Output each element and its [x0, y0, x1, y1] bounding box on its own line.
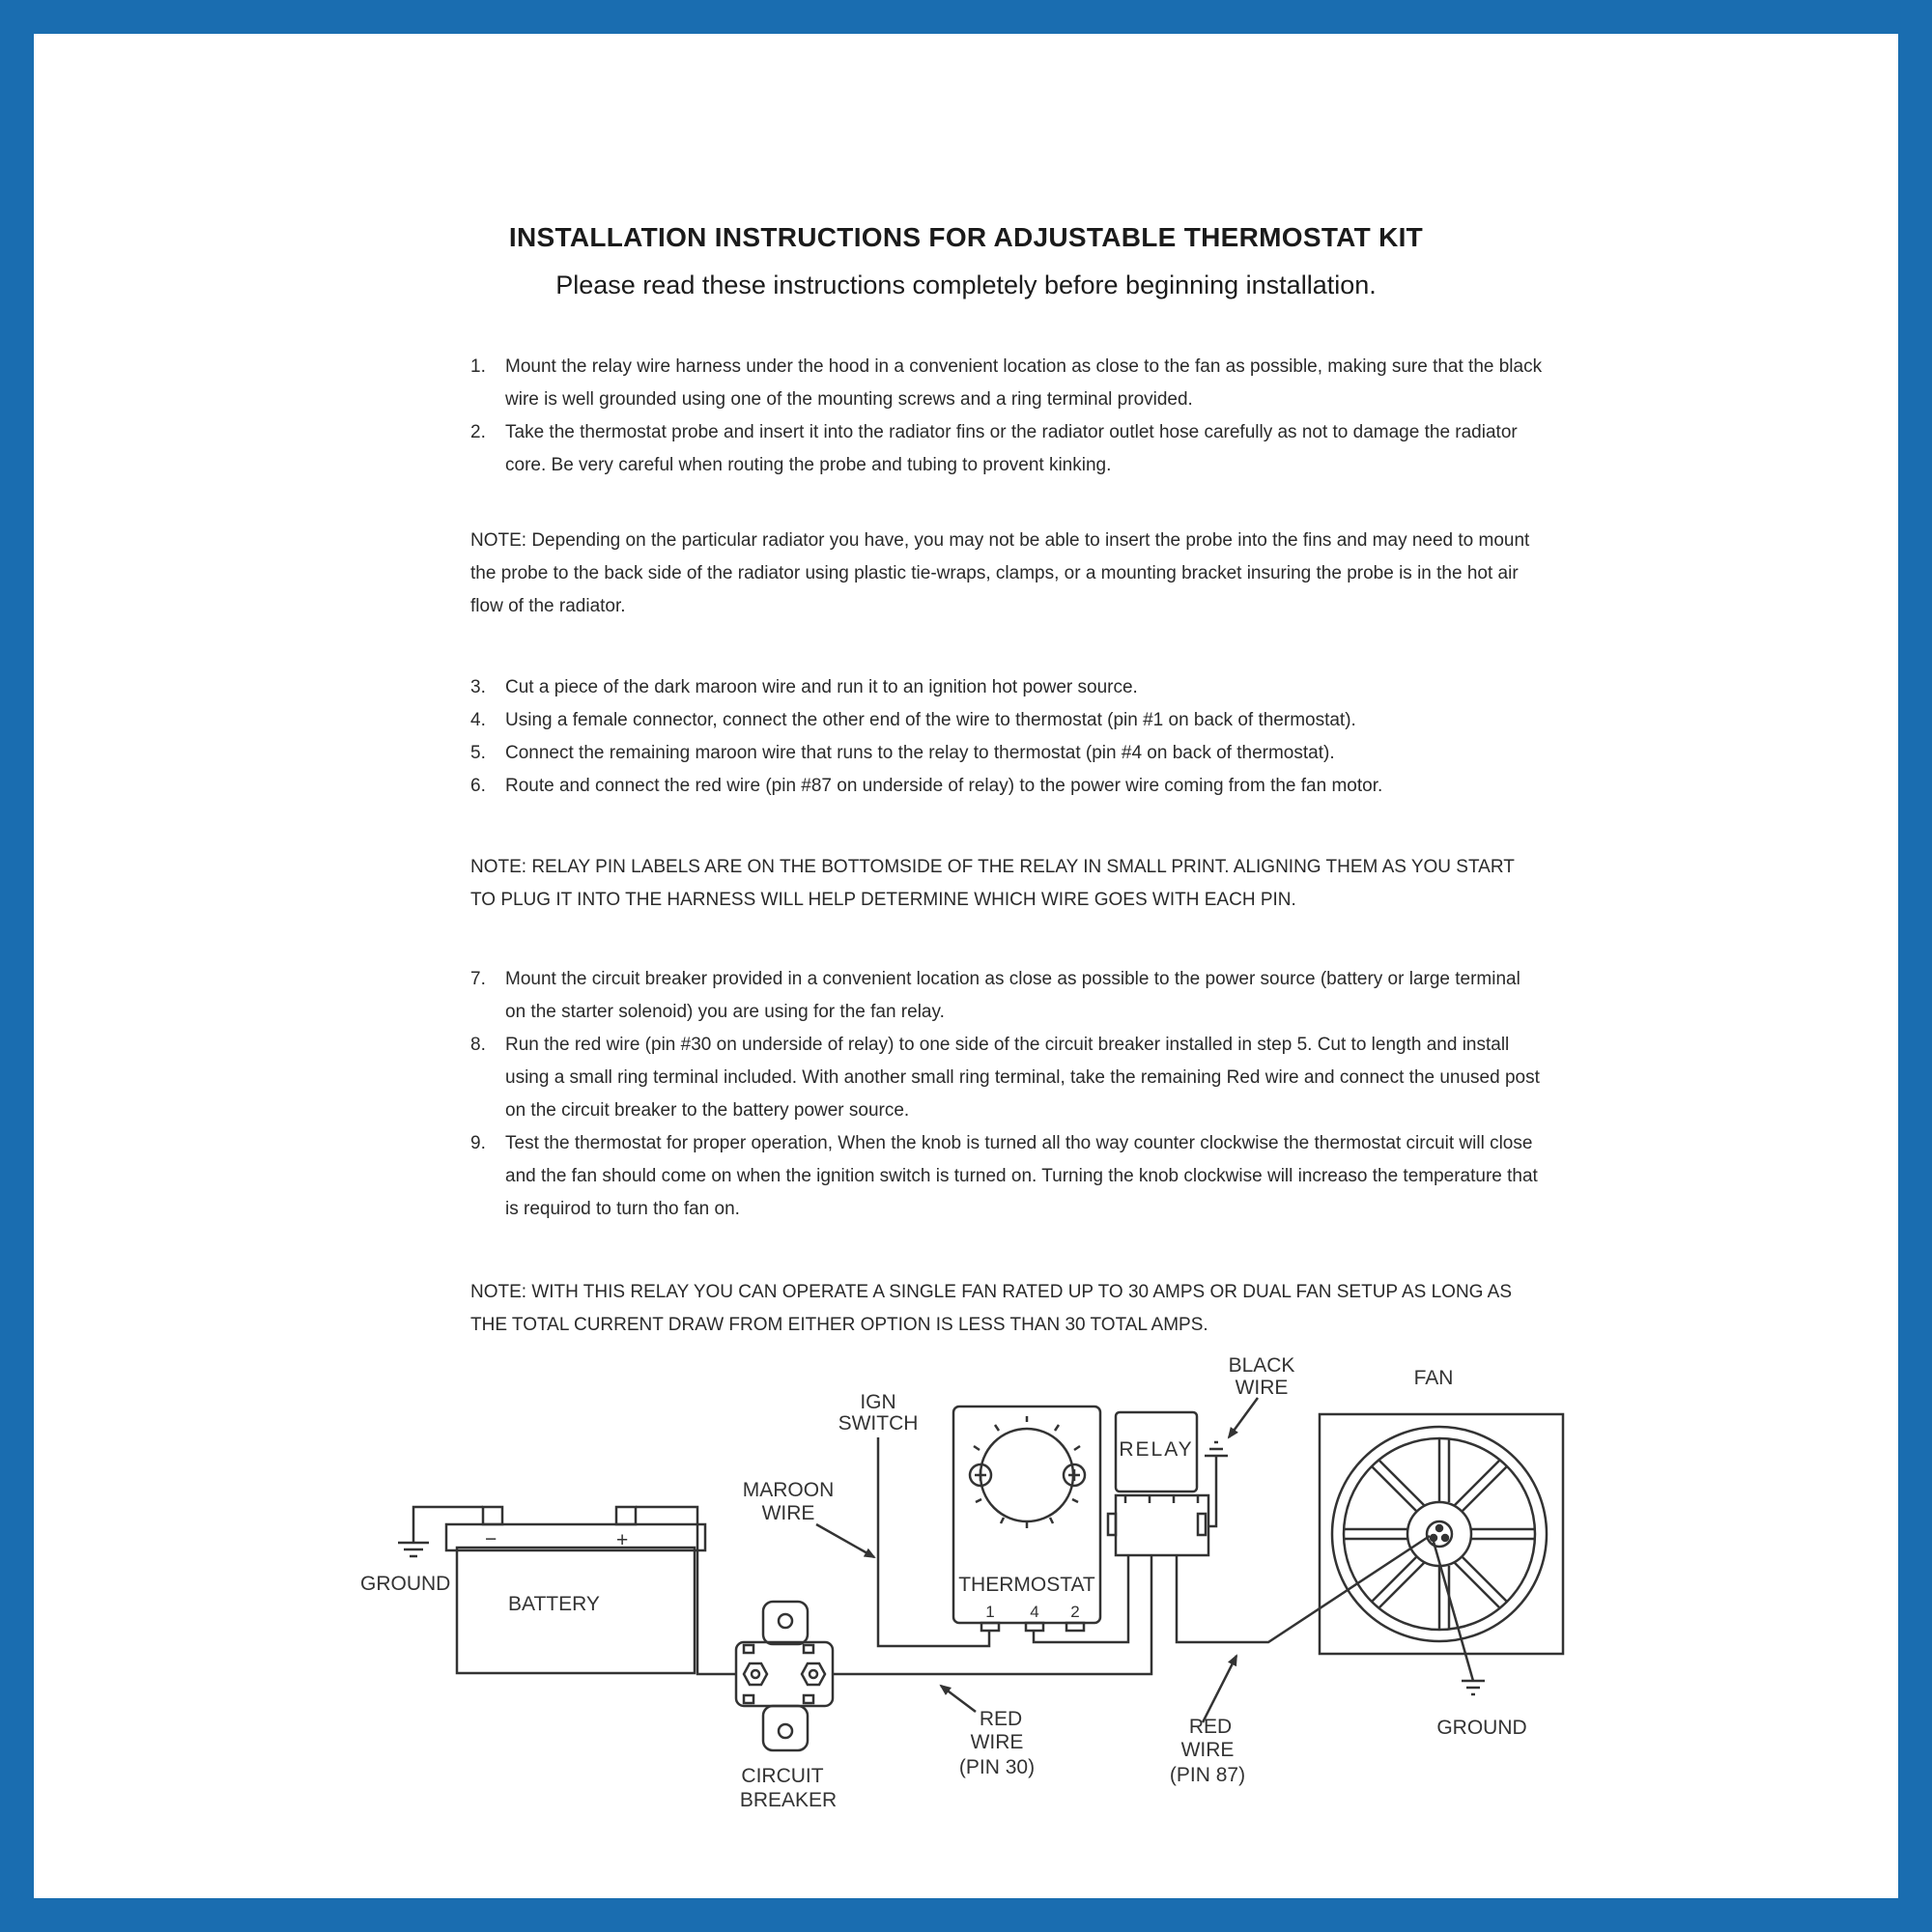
- red-wire-30-label-line2: WIRE: [970, 1731, 1024, 1753]
- step-text: Using a female connector, connect the other end of the wire to thermostat (pin #1 on back of thermostat).: [505, 710, 1356, 730]
- battery-positive-wire: [636, 1507, 736, 1674]
- thermostat-pin2-label: 2: [1070, 1603, 1080, 1621]
- red-wire-30-label-line1: RED: [979, 1708, 1023, 1730]
- maroon-wire-label-line1: MAROON: [742, 1479, 835, 1501]
- black-wire-label-line1: BLACK: [1228, 1354, 1295, 1377]
- maroon-wire-arrow: [816, 1524, 874, 1557]
- thermostat-right-screw: [1064, 1464, 1085, 1486]
- red-wire-87-label-line1: RED: [1188, 1716, 1233, 1738]
- fan-frame: [1320, 1414, 1563, 1654]
- maroon-wire-label-line2: WIRE: [761, 1502, 815, 1524]
- ground-right-symbol: [1462, 1681, 1485, 1694]
- step-number: 9.: [470, 1133, 486, 1153]
- fan-label: FAN: [1413, 1367, 1454, 1389]
- step-text: Connect the remaining maroon wire that runs to the relay to thermostat (pin #4 on back of thermostat).: [505, 743, 1335, 763]
- thermostat-pin4-terminal: [1026, 1623, 1043, 1631]
- thermostat-pin1-terminal: [981, 1623, 999, 1631]
- thermostat-label: THERMOSTAT: [958, 1574, 1095, 1596]
- ign-switch-label-line1: IGN: [860, 1391, 896, 1413]
- red-wire-87-label-line2: WIRE: [1180, 1739, 1235, 1761]
- thermostat-pin2-terminal: [1066, 1623, 1084, 1631]
- step-number: 3.: [470, 677, 486, 697]
- step-number: 6.: [470, 776, 486, 796]
- thermostat-pin4-label: 4: [1030, 1603, 1039, 1621]
- step-text: Test the thermostat for proper operation, When the knob is turned all tho way counter clockwise the thermostat circuit will close and the fan should come on when the ignition switch is turned on. Turning the knob clockwise will increaso the temperature that is requirod to turn tho fan on.: [505, 1133, 1538, 1219]
- document-subtitle: Please read these instructions completely before beginning installation.: [555, 270, 1377, 299]
- step-text: Mount the circuit breaker provided in a convenient location as close as possible to the power source (battery or large terminal on the starter solenoid) you are using for the fan relay.: [505, 969, 1520, 1022]
- circuit-breaker-top-tab: [763, 1602, 808, 1644]
- ground-left-label: GROUND: [360, 1573, 451, 1595]
- step-number: 7.: [470, 969, 486, 989]
- circuit-breaker-nut-left: [744, 1663, 767, 1685]
- battery-positive-label: +: [616, 1529, 629, 1551]
- step-number: 1.: [470, 356, 486, 377]
- step-text: Take the thermostat probe and insert it into the radiator fins or the radiator outlet hose carefully as not to damage the radiator core. Be very careful when routing the probe and tubing to provent kinking.: [505, 422, 1518, 475]
- red-wire-87-arrow: [1203, 1656, 1236, 1722]
- red-wire-30-arrow: [941, 1686, 976, 1712]
- fan-blades: [1344, 1438, 1535, 1630]
- red-wire-30-label-line3: (PIN 30): [958, 1756, 1036, 1778]
- battery-negative-label: −: [485, 1528, 497, 1550]
- step-number: 5.: [470, 743, 486, 763]
- battery-positive-post: [616, 1507, 636, 1524]
- circuit-breaker-bottom-tab: [763, 1706, 808, 1750]
- circuit-breaker-label-line1: CIRCUIT: [741, 1765, 824, 1787]
- note-text: NOTE: RELAY PIN LABELS ARE ON THE BOTTOMSIDE OF THE RELAY IN SMALL PRINT. ALIGNING THEM AS YOU START TO PLUG IT INTO THE HARNESS WILL HELP DETERMINE WHICH WIRE GOES WITH EACH PIN.: [470, 857, 1515, 910]
- step-number: 8.: [470, 1035, 486, 1055]
- step-text: Run the red wire (pin #30 on underside of relay) to one side of the circuit breaker installed in step 5. Cut to length and install using a small ring terminal included. With another small ring terminal, take the remaining Red wire and connect the unused post on the circuit breaker to the battery power source.: [505, 1035, 1540, 1121]
- step-text: Route and connect the red wire (pin #87 on underside of relay) to the power wire coming from the fan motor.: [505, 776, 1383, 796]
- step-number: 2.: [470, 422, 486, 442]
- red-wire-pin87: [1177, 1536, 1430, 1642]
- relay-ground-symbol: [1205, 1442, 1228, 1456]
- step-number: 4.: [470, 710, 486, 730]
- step-text: Mount the relay wire harness under the hood in a convenient location as close to the fan as possible, making sure that the black wire is well grounded using one of the mounting screws and a ring terminal provided.: [505, 356, 1543, 410]
- red-wire-87-label-line3: (PIN 87): [1169, 1764, 1246, 1786]
- battery-label: BATTERY: [508, 1593, 600, 1615]
- relay-label: RELAY: [1119, 1438, 1194, 1461]
- circuit-breaker-nut-right: [802, 1663, 825, 1685]
- relay-harness: [1116, 1495, 1208, 1555]
- ground-right-label: GROUND: [1436, 1717, 1527, 1739]
- step-text: Cut a piece of the dark maroon wire and run it to an ignition hot power source.: [505, 677, 1138, 697]
- black-wire-arrow: [1229, 1398, 1258, 1437]
- document-title: INSTALLATION INSTRUCTIONS FOR ADJUSTABLE THERMOSTAT KIT: [508, 222, 1424, 252]
- note-text: NOTE: Depending on the particular radiator you have, you may not be able to insert the probe into the fins and may need to mount the probe to the back side of the radiator using plastic tie-wraps, clamps, or a mounting bracket insuring the probe is in the hot air flow of the radiator.: [470, 530, 1530, 616]
- battery-negative-post: [483, 1507, 502, 1524]
- black-wire-label-line2: WIRE: [1235, 1377, 1289, 1399]
- ground-left-symbol: [398, 1543, 429, 1556]
- circuit-breaker-label-line2: BREAKER: [739, 1789, 838, 1811]
- maroon-wire-to-relay: [1034, 1555, 1128, 1642]
- thermostat-knob: [980, 1429, 1073, 1521]
- thermostat-pin1-label: 1: [985, 1603, 995, 1621]
- note-text: NOTE: WITH THIS RELAY YOU CAN OPERATE A SINGLE FAN RATED UP TO 30 AMPS OR DUAL FAN SETUP AS LONG AS THE TOTAL CURRENT DRAW FROM EITHER OPTION IS LESS THAN 30 TOTAL AMPS.: [470, 1282, 1513, 1335]
- ign-switch-label-line2: SWITCH: [838, 1412, 919, 1435]
